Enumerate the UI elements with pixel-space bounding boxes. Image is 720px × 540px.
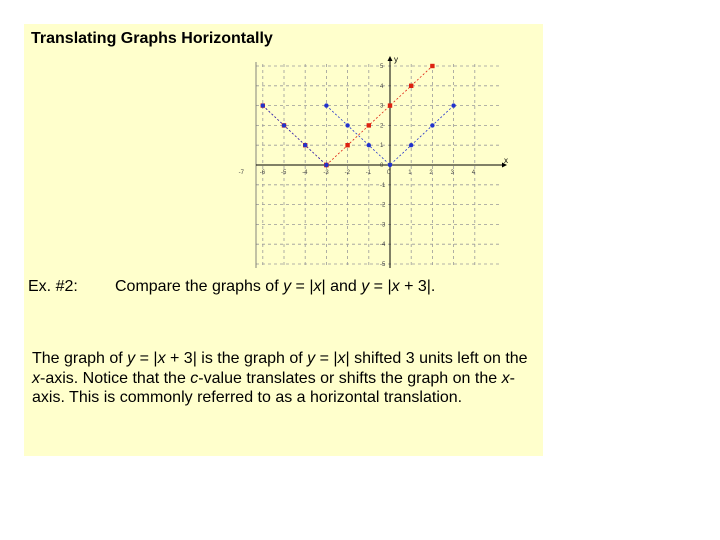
data-point-red <box>388 103 392 107</box>
y-tick-label: -4 <box>380 242 386 249</box>
y-axis-label: y <box>394 55 398 64</box>
text-run: = | <box>315 350 338 367</box>
series-line <box>326 66 432 165</box>
data-point-red <box>409 84 413 88</box>
text-run: | shifted 3 units left on the <box>345 350 528 367</box>
series-line <box>263 106 327 165</box>
tick-labels <box>239 64 476 268</box>
data-point-blue <box>324 163 328 167</box>
x-tick-label: -2 <box>344 170 350 176</box>
var-x: x <box>391 278 400 295</box>
y-tick-label: -5 <box>380 262 386 268</box>
y-tick-label: 1 <box>380 143 384 150</box>
data-point-red <box>367 123 371 127</box>
text-run: + 3| is the graph of <box>165 350 308 367</box>
y-tick-label: -1 <box>380 182 386 189</box>
var-y: y <box>307 350 316 367</box>
y-tick-label: -3 <box>380 222 386 229</box>
prompt-prefix: Compare the graphs of <box>115 278 284 295</box>
data-point-blue <box>451 103 455 107</box>
var-x: x <box>313 278 322 295</box>
var-c: c <box>190 369 199 387</box>
example-label: Ex. #2: <box>28 278 78 295</box>
data-point-blue <box>409 143 413 147</box>
series-points <box>261 64 456 167</box>
x-tick-label: -7 <box>238 170 244 176</box>
var-x: x <box>337 350 346 367</box>
x-tick-label: -5 <box>281 170 287 176</box>
text-run: -axis. Notice that the <box>40 369 191 387</box>
x-tick-label: -6 <box>259 170 266 176</box>
explanation-paragraph <box>32 349 538 408</box>
data-point-red <box>430 64 434 68</box>
x-tick-label: 4 <box>471 170 476 176</box>
text-run: -value translates or shifts the graph on the <box>198 369 502 387</box>
var-x: x <box>157 350 166 367</box>
data-point-blue <box>261 103 265 107</box>
y-axis-arrow <box>388 56 393 61</box>
series-lines <box>263 66 454 165</box>
data-point-blue <box>388 163 392 167</box>
x-tick-label: 2 <box>429 170 433 176</box>
data-point-blue <box>345 123 349 127</box>
y-tick-label: 4 <box>380 83 384 90</box>
slide-title: Translating Graphs Horizontally <box>31 30 273 47</box>
slide-panel <box>24 24 543 456</box>
eq-part: | and <box>321 278 362 295</box>
eq-part: + 3|. <box>399 278 436 295</box>
x-tick-label: -3 <box>323 170 329 176</box>
y-tick-label: 2 <box>380 123 384 130</box>
data-point-blue <box>303 143 307 147</box>
x-tick-label: 1 <box>408 170 412 176</box>
data-point-blue <box>324 103 328 107</box>
data-point-blue <box>430 123 434 127</box>
data-point-red <box>345 143 349 147</box>
text-run: = | <box>135 350 158 367</box>
coordinate-graph <box>238 54 514 276</box>
eq-part: = | <box>291 278 314 295</box>
var-y: y <box>127 350 136 367</box>
x-axis-label: x <box>504 156 508 165</box>
text-run: -axis. This is commonly referred to as a horizontal translation. <box>32 369 515 406</box>
y-tick-label: 3 <box>380 103 384 110</box>
var-y: y <box>361 278 370 295</box>
var-x: x <box>32 369 40 387</box>
example-prompt <box>115 278 435 296</box>
eq-part: = | <box>369 278 392 295</box>
x-tick-label: 0 <box>387 170 391 176</box>
y-tick-label: 0 <box>380 163 384 169</box>
data-point-blue <box>367 143 371 147</box>
x-tick-label: -4 <box>302 170 308 176</box>
var-y: y <box>283 278 292 295</box>
y-tick-label: 5 <box>380 64 384 70</box>
x-tick-label: 3 <box>450 170 454 176</box>
x-tick-label: -1 <box>365 170 372 176</box>
text-run: The graph of <box>32 350 128 367</box>
y-tick-label: -2 <box>380 202 386 209</box>
var-x: x <box>501 369 510 387</box>
data-point-blue <box>282 123 286 127</box>
